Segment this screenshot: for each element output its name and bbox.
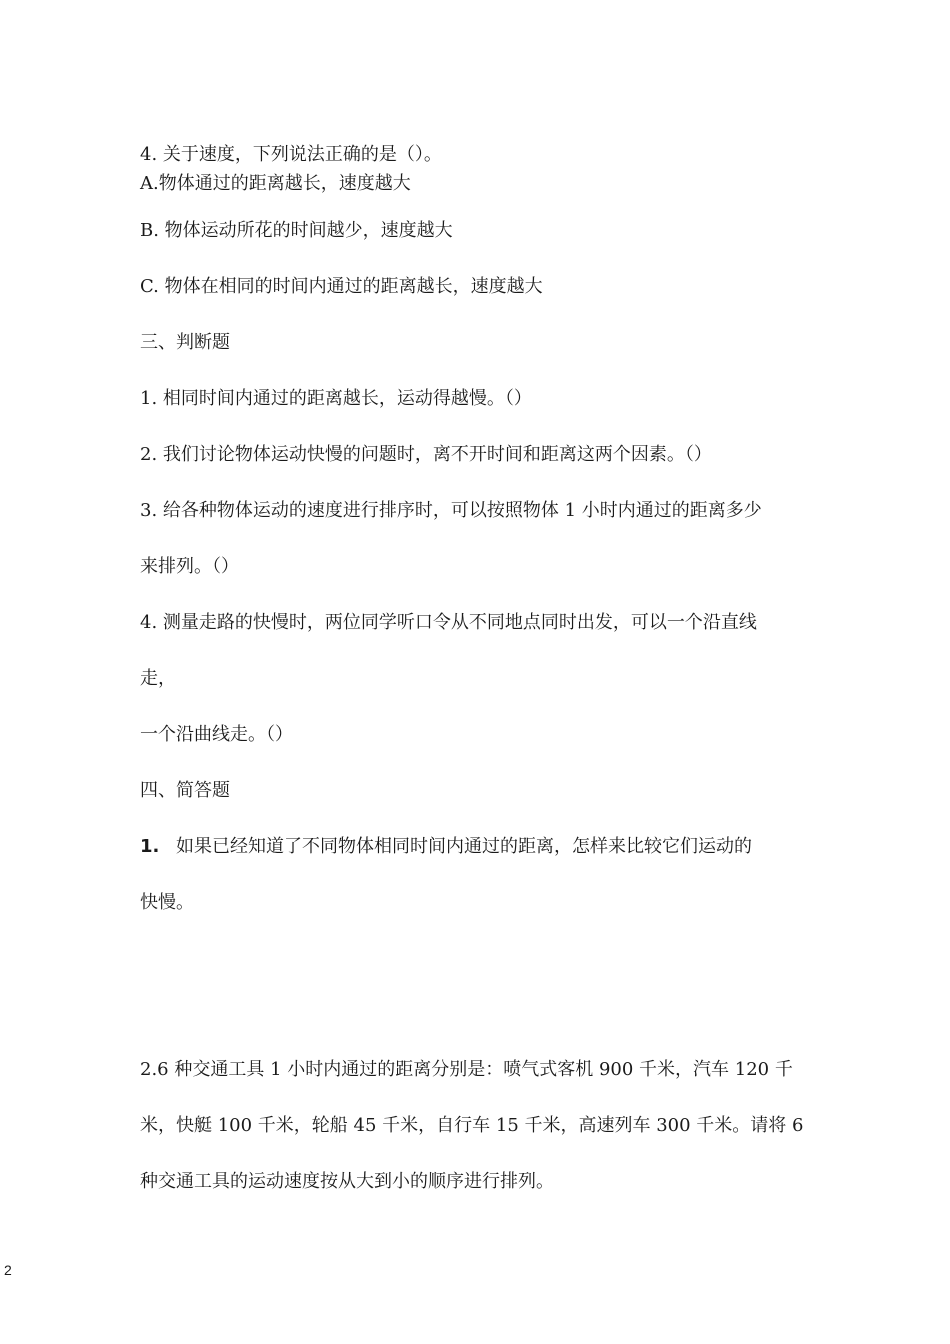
question-4-option-b: B. 物体运动所花的时间越少，速度越大 [140,220,453,241]
short-answer-question-2-line-1: 2.6 种交通工具 1 小时内通过的距离分别是：喷气式客机 900 千米，汽车 120 千 [140,1059,793,1080]
true-false-question-4-line-2: 走， [140,668,176,689]
short-answer-question-2-line-2: 米，快艇 100 千米，轮船 45 千米，自行车 15 千米，高速列车 300 千米。请将 6 [140,1115,804,1136]
short-answer-question-1-line-2: 快慢。 [140,892,194,913]
short-answer-question-1-text: 如果已经知道了不同物体相同时间内通过的距离，怎样来比较它们运动的 [176,836,752,857]
short-answer-question-2-line-3: 种交通工具的运动速度按从大到小的顺序进行排列。 [140,1171,554,1192]
true-false-question-1: 1. 相同时间内通过的距离越长，运动得越慢。（） [140,388,532,409]
question-4-option-a: A.物体通过的距离越长，速度越大 [140,173,411,194]
short-answer-question-1-line-1 [140,835,752,859]
true-false-question-3-line-1: 3. 给各种物体运动的速度进行排序时，可以按照物体 1 小时内通过的距离多少 [140,500,762,521]
true-false-question-3-line-2: 来排列。（） [140,556,239,577]
section-3-heading: 三、判断题 [140,332,230,353]
page-number: 2 [4,1262,12,1278]
section-4-heading: 四、简答题 [140,780,230,801]
question-4-stem: 4. 关于速度，下列说法正确的是（）。 [140,144,442,165]
true-false-question-2: 2. 我们讨论物体运动快慢的问题时，离不开时间和距离这两个因素。（） [140,444,712,465]
question-4-option-c: C. 物体在相同的时间内通过的距离越长，速度越大 [140,276,543,297]
short-answer-question-1-number: 1. [140,836,160,857]
true-false-question-4-line-1: 4. 测量走路的快慢时，两位同学听口令从不同地点同时出发，可以一个沿直线 [140,612,757,633]
true-false-question-4-line-3: 一个沿曲线走。（） [140,724,293,745]
